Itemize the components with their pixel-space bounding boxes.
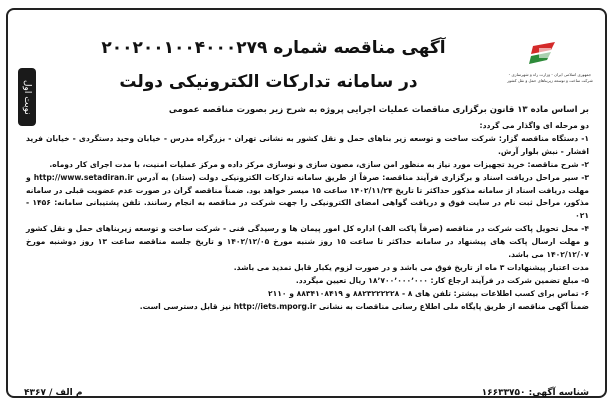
item-contact: ۶- تماس برای کسب اطلاعات بیشتر: تلفن های ۸ - ۸۸۲۳۲۲۲۲۲۸ و ۸۸۳۴۱۰۸۴۱۹ و ۲۱۱۰	[268, 288, 589, 298]
logo-icon	[529, 38, 559, 68]
item-document-process: ۳- سیر مراحل دریافت اسناد و برگزاری فرآیند مناقصه: صرفاً از طریق سامانه تدارکات الکترونیکی دولت (ستاد) به آدرس http://www.setadiran.ir و مهلت دریافت اسناد از سامانه مذکور حداکثر تا تاریخ ۱۴۰۲/۱۱/۲۴ ساعت ۱۵ میسر خواهد بود. ضمناً مناقصه گران در صورت عدم عضویت قبلی در سامانه مذکور، مراحل ثبت نام در سایت فوق و دریافت گواهی امضای الکترونیکی را جهت شرکت در مناقصه به انجام رسانند. تلفن پشتیبانی سامانه: ۱۴۵۶ - ۰۲۱	[26, 172, 590, 221]
item-guarantee: ۵- مبلغ تضمین شرکت در فرآیند ارجاع کار: ۱۸٬۷۰۰٬۰۰۰٬۰۰۰ ریال تعیین میگردد.	[295, 275, 589, 285]
organization-logo	[503, 32, 599, 100]
closing-line: ضمناً آگهی مناقصه از طریق پایگاه ملی اطلاع رسانی مناقصات به نشانی http://iets.mporg.ir نیز قابل دسترسی است.	[139, 301, 589, 311]
stage-line: دو مرحله ای واگذار می گردد:	[479, 121, 589, 130]
notice-footer	[24, 385, 589, 401]
notice-id: شناسه آگهی: ۱۶۶۳۳۷۵۰	[481, 388, 589, 398]
item-description: ۲- شرح مناقصه: خرید تجهیزات مورد نیاز به منظور امن سازی، مصون سازی و نوسازی مرکز داده و مرکز عملیات امنیت، با مدت اجرای کار دوماه.	[49, 159, 589, 169]
intro-line: بر اساس ماده ۱۳ قانون برگزاری مناقصات عملیات اجرایی پروژه به شرح زیر بصورت مناقصه عمومی	[168, 105, 589, 115]
notice-header	[48, 32, 599, 102]
item-delivery-deadline: ۴- محل تحویل پاکت شرکت در مناقصه (صرفاً پاکت الف) اداره کل امور پیمان ها و رسیدگی فنی - شرکت ساخت و توسعه زیربناهای حمل و نقل کشور و مهلت ارسال پاکت های پیشنهاد در سامانه حداکثر تا ساعت ۱۵ روز شنبه مورخ ۱۴۰۲/۱۲/۰۵ و تاریخ جلسه مناقصه ساعت ۱۳ روز دوشنبه مورخ ۱۴۰۲/۱۲/۰۷ می باشد.	[26, 224, 590, 260]
title-line1: آگهی مناقصه شماره ۲۰۰۲۰۰۱۰۰۴۰۰۰۲۷۹	[101, 38, 446, 58]
notice-code: م الف / ۴۳۶۷	[24, 388, 83, 398]
tender-notice	[6, 8, 607, 398]
validity-line: مدت اعتبار پیشنهادات ۳ ماه از تاریخ فوق می باشد و در صورت لزوم یکبار قابل تمدید می باشد.	[233, 262, 589, 272]
title-line2: در سامانه تدارکات الکترونیکی دولت	[119, 72, 418, 92]
logo-subtitle: جمهوری اسلامی ایران - وزارت راه و شهرسازی - شرکت ساخت و توسعه زیربناهای حمل و نقل کشور	[507, 72, 593, 83]
notice-body	[26, 120, 589, 378]
round-tag: نوبت اول	[18, 68, 36, 126]
item-organizer: ۱- دستگاه مناقصه گزار: شرکت ساخت و توسعه زیر بناهای حمل و نقل کشور به نشانی تهران - بزرگراه مدرس - خیابان وحید دستگردی - خیابان فرید افشار - نبش بلوار آرش.	[26, 133, 589, 156]
